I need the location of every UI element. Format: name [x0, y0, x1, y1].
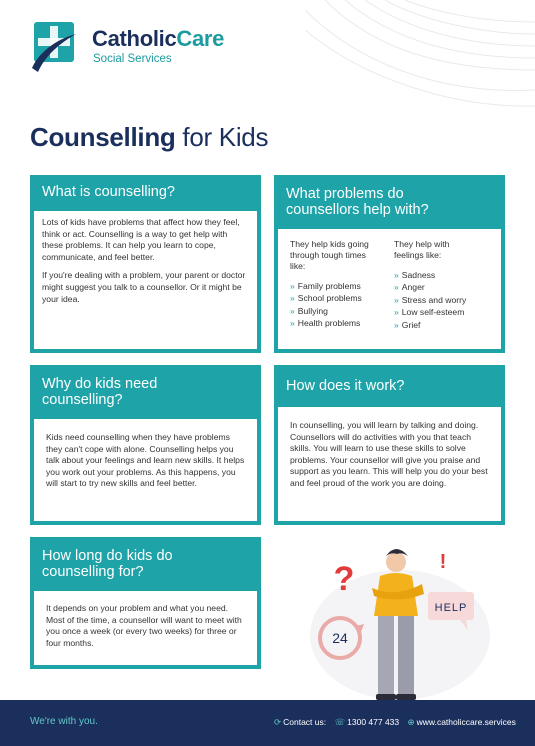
exclamation-mark: !	[439, 551, 447, 573]
list-item: » Anger	[394, 282, 425, 293]
globe-icon: ⊕	[407, 717, 415, 727]
phone-link[interactable]: 1300 477 433	[347, 717, 400, 727]
card-body	[278, 229, 501, 349]
footer-contact	[274, 717, 516, 728]
card-heading: What is counselling?	[42, 184, 175, 200]
column-title: They help with feelings like:	[394, 239, 450, 260]
paragraph: Lots of kids have problems that affect how they feel, think or act. Counselling is a way to get help with these problems. It can help you learn to cope, communicate, and feel better.	[42, 217, 240, 262]
page-title: Counselling for Kids	[30, 122, 269, 152]
tough-times-column	[290, 239, 380, 330]
list-item: » Stress and worry	[394, 294, 467, 305]
list-item: » School problems	[290, 293, 362, 304]
brand-name: CatholicCare	[92, 26, 225, 51]
card-body	[34, 419, 257, 521]
card-heading: How long do kids do counselling for?	[42, 548, 173, 580]
list-item: » Family problems	[290, 281, 361, 291]
column-title: They help kids going through tough times like:	[290, 239, 369, 271]
paragraph: In counselling, you will learn by talking and doing. Counsellors will do activities with you that teach skills. You will learn to use these skills to solve problems. Your counsellor will give you praise and support as you learn. This will help you do your best and feel proud of the work you are doing.	[290, 420, 488, 488]
card-what-is-counselling	[30, 175, 261, 353]
card-heading: Why do kids need counselling?	[42, 376, 158, 408]
phone-icon: ☏	[334, 717, 346, 727]
brand-subtitle: Social Services	[93, 53, 172, 65]
card-how-long	[30, 537, 261, 669]
paragraph: If you're dealing with a problem, your parent or doctor might suggest you talk to a counsellor. Or it might be your idea.	[42, 270, 246, 304]
contact-label: Contact us:	[283, 717, 327, 727]
list-item: » Bullying	[290, 305, 328, 316]
boy-illustration	[300, 540, 500, 705]
card-body	[34, 211, 257, 349]
catholiccare-logo-icon	[30, 20, 76, 72]
list-item: » Health problems	[290, 318, 361, 329]
list-item: » Sadness	[394, 270, 436, 280]
help-text: HELP	[434, 602, 468, 614]
question-mark: ?	[333, 560, 355, 598]
card-body	[278, 407, 501, 521]
feelings-column	[394, 239, 490, 331]
decorative-lines	[305, 0, 535, 110]
paragraph: It depends on your problem and what you need. Most of the time, a counsellor will want to meet with you once a week (or every two weeks) for three or four months.	[46, 603, 242, 648]
website-link[interactable]: www.catholiccare.services	[416, 717, 516, 727]
card-heading: How does it work?	[286, 378, 405, 394]
list-item: » Low self-esteem	[394, 307, 465, 318]
card-what-problems	[274, 175, 505, 353]
card-how-does-it-work	[274, 365, 505, 525]
chat-icon: ⟳	[274, 717, 282, 727]
card-why-counselling	[30, 365, 261, 525]
list-item: » Grief	[394, 319, 421, 330]
card-body	[34, 591, 257, 665]
card-heading: What problems do counsellors help with?	[286, 186, 429, 218]
paragraph: Kids need counselling when they have problems they can't cope with alone. Counselling helps you talk about your feelings and learn new skills. It helps you work out your problems. As this happens, you will start to try new skills and feel better.	[46, 432, 245, 489]
clock-text: 24	[332, 630, 348, 646]
footer-tagline: We're with you.	[30, 716, 98, 727]
